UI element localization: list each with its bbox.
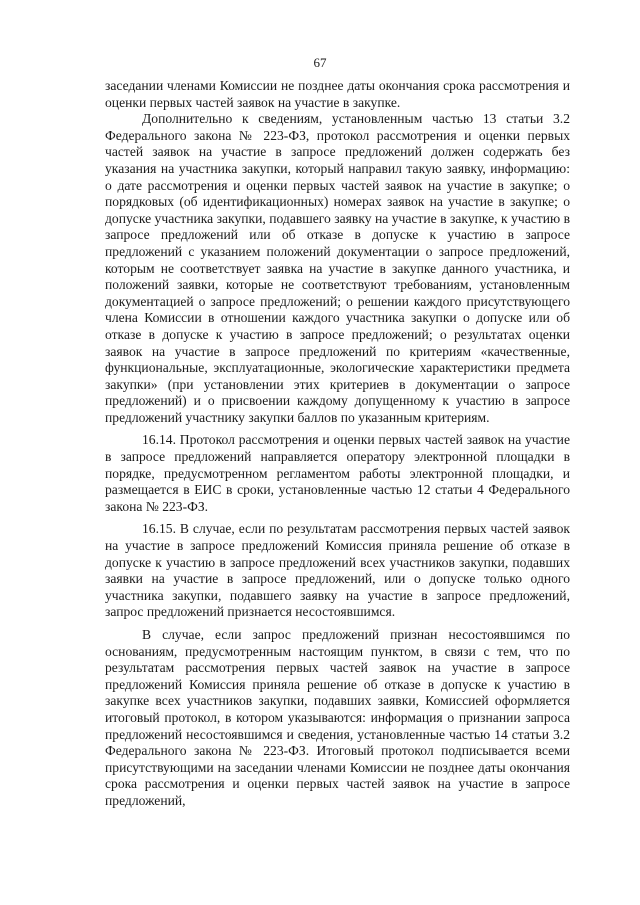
paragraph-additional-info: Дополнительно к сведениям, установленным частью 13 статьи 3.2 Федерального закона № 223-ФЗ, протокол рассмотрения и оценки первых частей заявок на участие в запросе предложений должен содержать без указания на участника закупки, который направил такую заявку, информацию: о дате рассмотрения и оценки первых частей заявок на участие в закупке; о порядковых (об идентификационных) номерах заявок на участие в закупке; о допуске участника закупки, подавшего заявку на участие в закупке, к участию в запросе предложений или об отказе в допуске к участию в запросе предложений с указанием положений документации о запросе предложений, которым не соответствует заявка на участие в закупке данного участника, и положений заявки, которые не соответствуют требованиям, установленным документацией о запросе предложений; о решении каждого присутствующего члена Комиссии в отношении каждого участника закупки о допуске или об отказе в допуске к участию в запросе предложений; о результатах оценки заявок на участие в запросе предложений по критериям «качественные, функциональные, эксплуатационные, экологические характеристики предмета закупки» (при установлении этих критериев в документации о запросе предложений) и о присвоении каждому допущенному к участию в запросе предложений участнику закупки баллов по указанным критериям. (105, 111, 570, 425)
paragraph-16-15: 16.15. В случае, если по результатам рассмотрения первых частей заявок на участие в запросе предложений Комиссия приняла решение об отказе в допуске к участию в запросе предложений всех участников закупки, подавших заявки на участие в запросе предложений, или о допуске только одного участника закупки, подавшего заявку на участие в запросе предложений, запрос предложений признается несостоявшимся. (105, 521, 570, 620)
paragraph-failed-request: В случае, если запрос предложений признан несостоявшимся по основаниям, предусмотренным настоящим пунктом, в связи с тем, что по результатам рассмотрения первых частей заявок на участие в запросе предложений Комиссия приняла решение об отказе в допуске к участию в закупке всех участников закупки, подавших заявки, Комиссией оформляется итоговый протокол, в котором указываются: информация о признании запроса предложений несостоявшимся и сведения, установленные частью 14 статьи 3.2 Федерального закона № 223-ФЗ. Итоговый протокол подписывается всеми присутствующими на заседании членами Комиссии не позднее даты окончания срока рассмотрения и оценки первых частей заявок на участие в запросе предложений, (105, 627, 570, 808)
paragraph-16-14: 16.14. Протокол рассмотрения и оценки первых частей заявок на участие в запросе предложений направляется оператору электронной площадки в порядке, предусмотренном регламентом работы электронной площадки, и размещается в ЕИС в сроки, установленные частью 12 статьи 4 Федерального закона № 223-ФЗ. (105, 432, 570, 514)
paragraph-continuation: заседании членами Комиссии не позднее даты окончания срока рассмотрения и оценки первых частей заявок на участие в закупке. (105, 78, 570, 110)
document-body (105, 78, 570, 810)
page-number: 67 (313, 55, 327, 70)
